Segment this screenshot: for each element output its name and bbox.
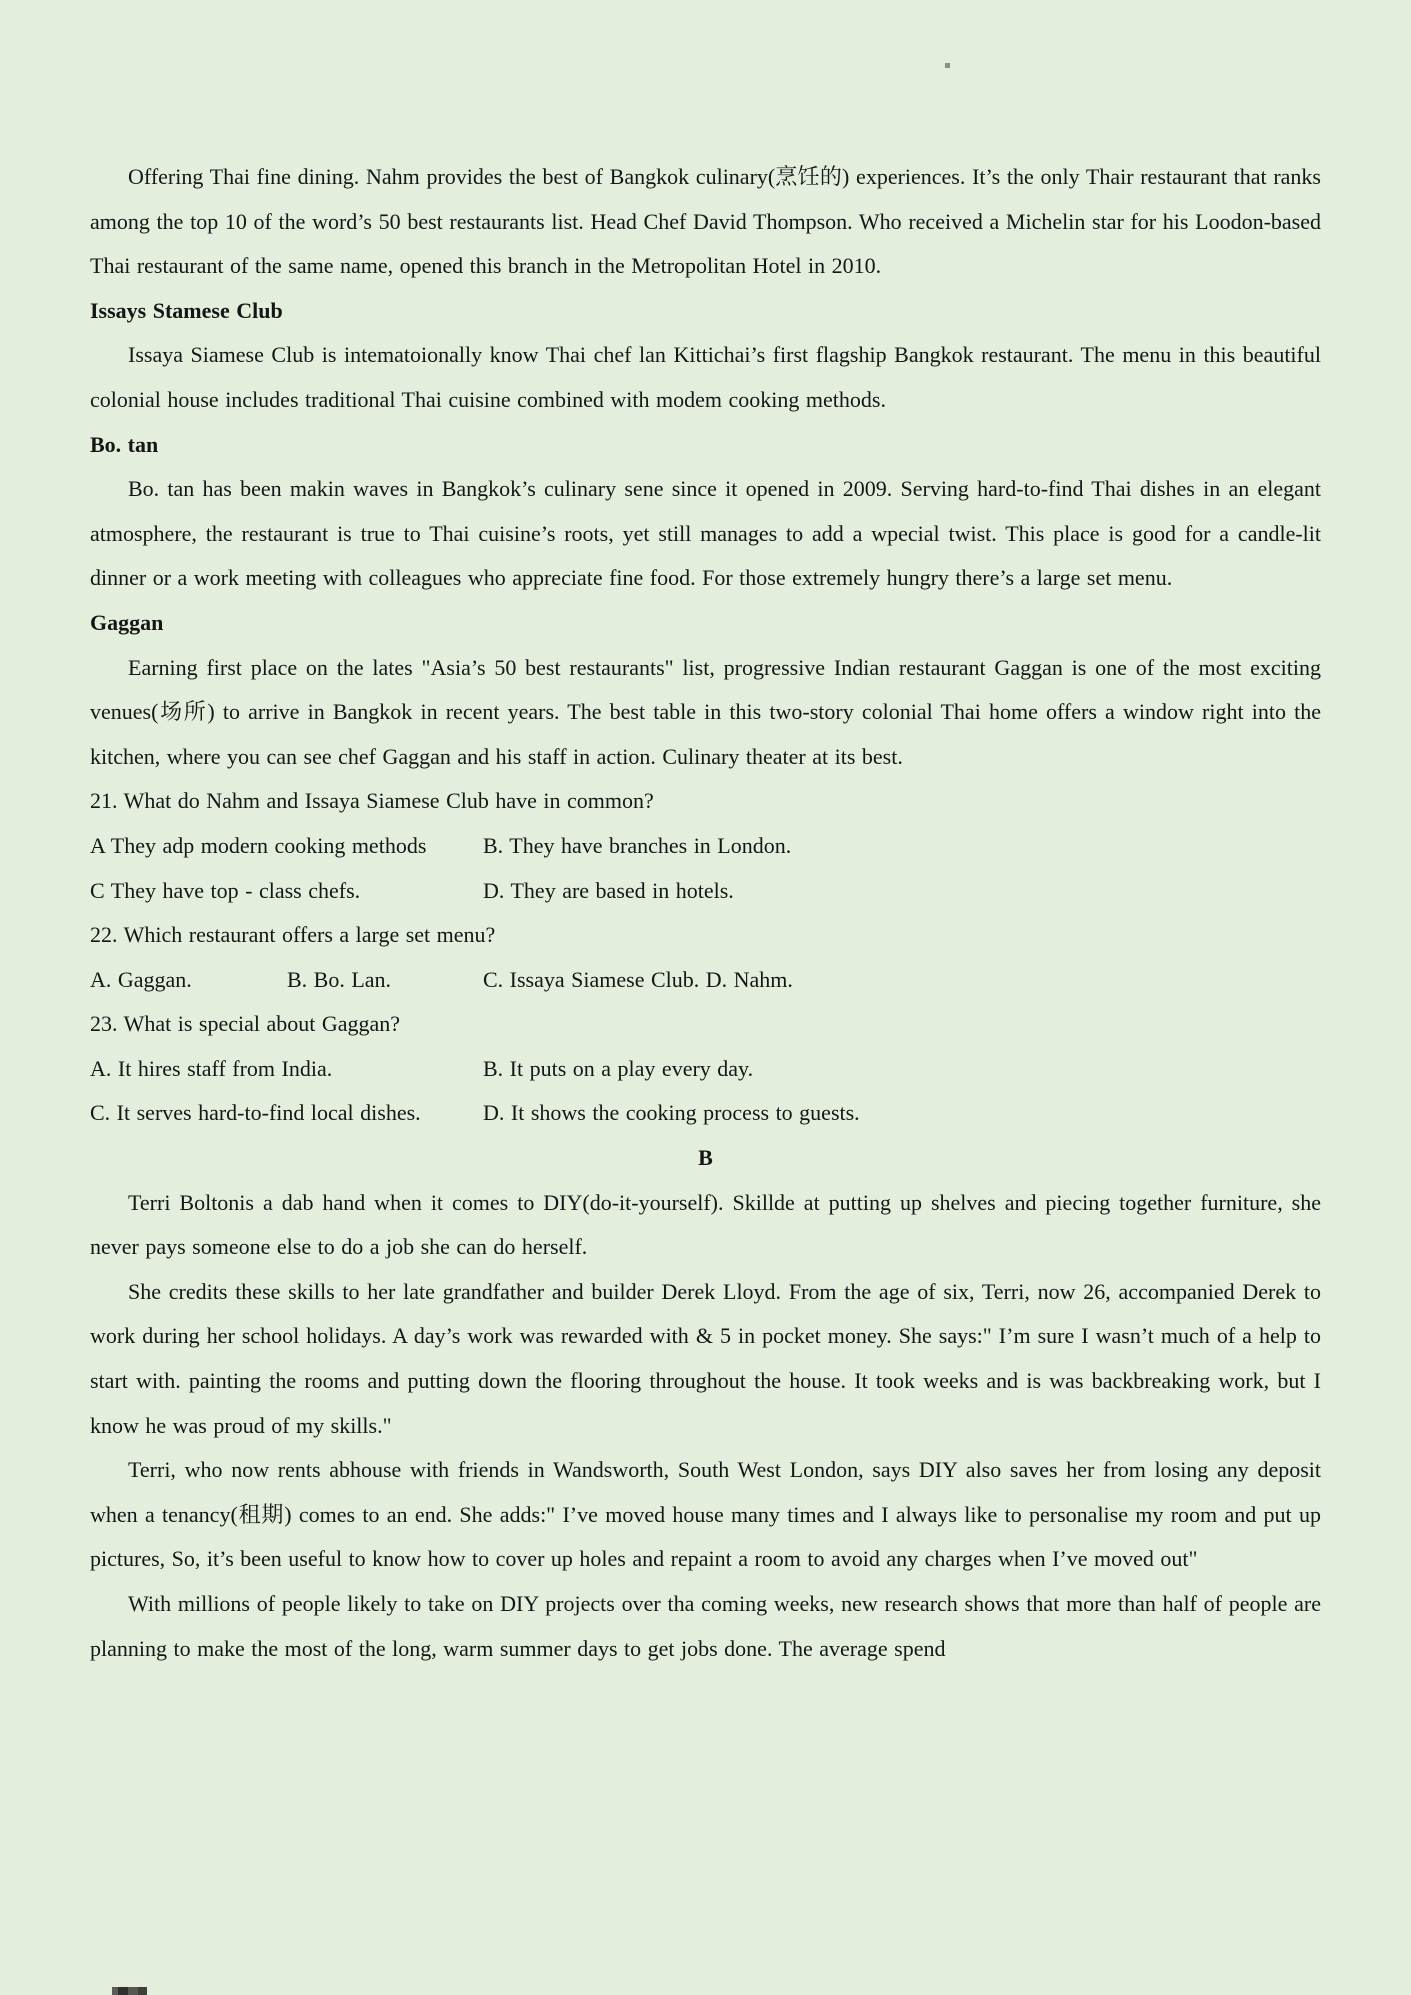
question-22-option-a: A. Gaggan. [90, 966, 192, 992]
question-21-option-d: D. They are based in hotels. [483, 877, 734, 903]
question-22-stem: 22. Which restaurant offers a large set menu? [90, 922, 496, 948]
question-21-stem: 21. What do Nahm and Issaya Siamese Club have in common? [90, 788, 654, 814]
passage-a-issaya-paragraph: Issaya Siamese Club is intematoionally know Thai chef lan Kittichai’s first flagship Bangkok restaurant. The menu in this beautiful colonial house includes traditional Thai cuisine combined with modem cooking methods. [90, 342, 1321, 412]
question-23-options-row-2 [90, 1091, 1321, 1136]
question-23-stem: 23. What is special about Gaggan? [90, 1011, 401, 1037]
passage-b-paragraph-2: She credits these skills to her late grandfather and builder Derek Lloyd. From the age of six, Terri, now 26, accompanied Derek to work during her school holidays. A day’s work was rewarded with & 5 in pocket money. She says:" I’m sure I wasn’t much of a help to start with. painting the rooms and putting down the flooring throughout the house. It took weeks and is was backbreaking work, but I know he was proud of my skills." [90, 1278, 1321, 1438]
question-21-option-c: C They have top - class chefs. [90, 877, 361, 903]
question-22-option-b: B. Bo. Lan. [287, 966, 392, 992]
passage-a-gaggan-paragraph: Earning first place on the lates "Asia’s 50 best restaurants" list, progressive Indian restaurant Gaggan is one of the most exciting venues(场所) to arrive in Bangkok in recent years. The best table in this two-story colonial Thai home offers a window right into the kitchen, where you can see chef Gaggan and his staff in action. Culinary theater at its best. [90, 654, 1321, 769]
heading-bo-tan: Bo. tan [90, 431, 159, 457]
passage-b-paragraph-4: With millions of people likely to take on DIY projects over tha coming weeks, new research shows that more than half of people are planning to make the most of the long, warm summer days to get jobs done. The average spend [90, 1591, 1321, 1661]
passage-a-bo-tan-paragraph: Bo. tan has been makin waves in Bangkok’s culinary sene since it opened in 2009. Serving hard-to-find Thai dishes in an elegant atmosphere, the restaurant is true to Thai cuisine’s roots, yet still manages to add a wpecial twist. This place is good for a candle-lit dinner or a work meeting with colleagues who appreciate fine food. For those extremely hungry there’s a large set menu. [90, 476, 1321, 591]
section-b-label: B [698, 1145, 713, 1171]
cutoff-watermark-fragment [112, 1987, 147, 1995]
question-21-option-a: A They adp modern cooking methods [90, 832, 427, 858]
question-22-option-c-d: C. Issaya Siamese Club. D. Nahm. [483, 966, 793, 992]
heading-issaya-siamese-club: Issays Stamese Club [90, 297, 283, 323]
passage-b-paragraph-1: Terri Boltonis a dab hand when it comes to DIY(do-it-yourself). Skillde at putting up shelves and piecing together furniture, she never pays someone else to do a job she can do herself. [90, 1189, 1321, 1260]
question-22-options-row [90, 958, 1321, 1003]
passage-content [90, 0, 1321, 1671]
question-23-option-d: D. It shows the cooking process to guests. [483, 1100, 860, 1126]
question-23-options-row-1 [90, 1047, 1321, 1092]
question-23-option-c: C. It serves hard-to-find local dishes. [90, 1100, 421, 1126]
question-23-option-a: A. It hires staff from India. [90, 1055, 333, 1081]
question-23-option-b: B. It puts on a play every day. [483, 1055, 754, 1081]
heading-gaggan: Gaggan [90, 609, 164, 635]
passage-a-intro-nahm: Offering Thai fine dining. Nahm provides the best of Bangkok culinary(烹饪的) experiences. It’s the only Thair restaurant that ranks among the top 10 of the word’s 50 best restaurants list. Head Chef David Thompson. Who received a Michelin star for his Loodon-based Thai restaurant of the same name, opened this branch in the Metropolitan Hotel in 2010. [90, 164, 1321, 279]
question-21-options-row-1 [90, 824, 1321, 869]
question-21-options-row-2 [90, 869, 1321, 914]
passage-b-paragraph-3: Terri, who now rents abhouse with friends in Wandsworth, South West London, says DIY also saves her from losing any deposit when a tenancy(租期) comes to an end. She adds:" I’ve moved house many times and I always like to personalise my room and put up pictures, So, it’s been useful to know how to cover up holes and repaint a room to avoid any charges when I’ve moved out" [90, 1457, 1321, 1572]
question-21-option-b: B. They have branches in London. [483, 832, 792, 858]
